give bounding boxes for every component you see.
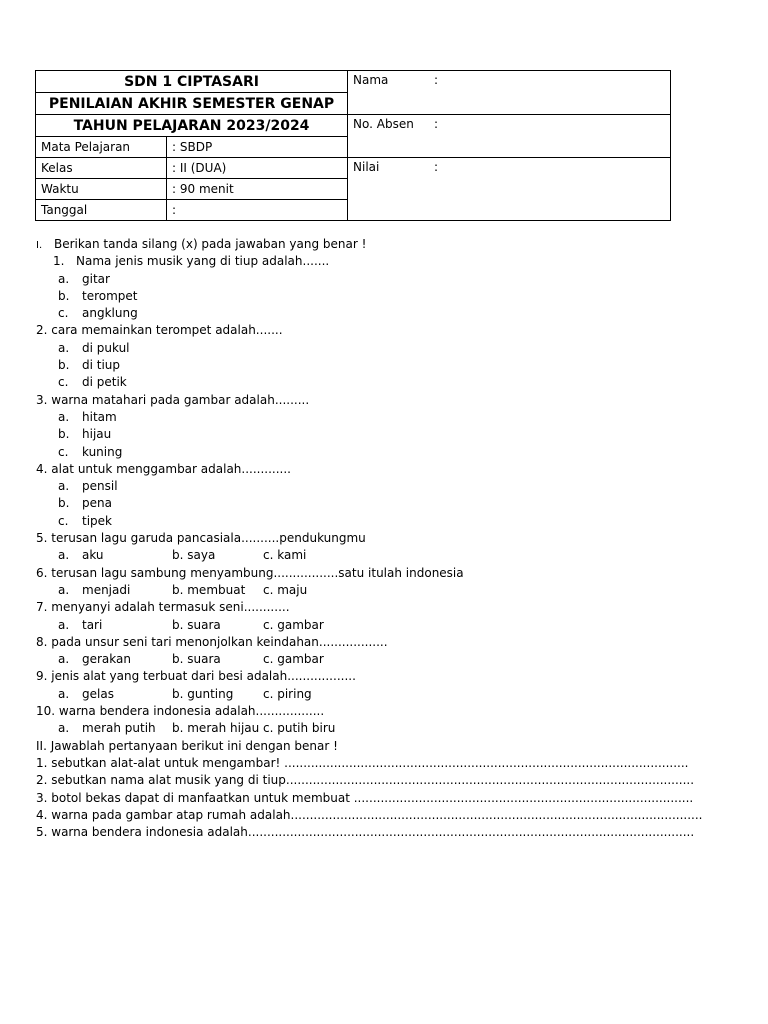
school-year: TAHUN PELAJARAN 2023/2024 <box>36 115 348 137</box>
question-4: 4. alat untuk menggambar adalah............. <box>36 461 291 476</box>
option-letter: b. <box>58 427 70 442</box>
section2-title: II. Jawablah pertanyaan berikut ini dengan benar ! <box>36 738 338 753</box>
option-letter: c. <box>58 444 69 459</box>
time-value: : 90 menit <box>167 179 348 200</box>
name-value: : <box>434 73 439 87</box>
option-letter: a. <box>58 548 70 563</box>
option-text: kuning <box>82 444 123 459</box>
name-field[interactable] <box>348 71 671 115</box>
option-4c[interactable] <box>36 513 736 530</box>
option-letter: b. <box>58 288 70 303</box>
essay-question-4[interactable]: 4. warna pada gambar atap rumah adalah............................................................................................................ <box>36 807 703 822</box>
class-label: Kelas <box>36 158 167 179</box>
questions-content <box>36 236 736 841</box>
option-letter: a. <box>58 686 70 701</box>
absen-value: : <box>434 117 439 131</box>
option-8c[interactable]: c. gambar <box>263 652 324 667</box>
name-label: Nama <box>353 73 389 87</box>
absen-label: No. Absen <box>353 117 414 131</box>
option-2c[interactable] <box>36 374 736 391</box>
option-6c[interactable]: c. maju <box>263 582 308 597</box>
essay-question-5[interactable]: 5. warna bendera indonesia adalah..................................................................................................................... <box>36 825 695 840</box>
option-text: terompet <box>82 288 138 303</box>
question-8: 8. pada unsur seni tari menonjolkan keindahan.................. <box>36 634 388 649</box>
option-letter: c. <box>58 513 69 528</box>
absen-field[interactable] <box>348 115 671 158</box>
question-10: 10. warna bendera indonesia adalah.................. <box>36 704 325 719</box>
options-9 <box>36 686 736 703</box>
option-letter: a. <box>58 582 70 597</box>
subject-label: Mata Pelajaran <box>36 137 167 158</box>
option-2a[interactable] <box>36 340 736 357</box>
time-label: Waktu <box>36 179 167 200</box>
option-1c[interactable] <box>36 305 736 322</box>
question-6: 6. terusan lagu sambung menyambung.................satu itulah indonesia <box>36 565 464 580</box>
option-9b[interactable]: b. gunting <box>172 686 234 701</box>
question-text: Nama jenis musik yang di tiup adalah....... <box>76 254 330 269</box>
options-5 <box>36 547 736 564</box>
question-1 <box>36 253 736 270</box>
option-6a[interactable]: menjadi <box>82 582 131 597</box>
date-label: Tanggal <box>36 200 167 221</box>
option-letter: c. <box>58 375 69 390</box>
option-text: hitam <box>82 409 117 424</box>
option-4b[interactable] <box>36 495 736 512</box>
options-6 <box>36 582 736 599</box>
score-value: : <box>434 160 439 174</box>
question-2: 2. cara memainkan terompet adalah....... <box>36 323 283 338</box>
section1-instruction: Berikan tanda silang (x) pada jawaban yang benar ! <box>54 237 367 251</box>
option-text: pena <box>82 496 112 511</box>
option-letter: a. <box>58 409 70 424</box>
option-10c[interactable]: c. putih biru <box>263 721 336 736</box>
exam-title: PENILAIAN AKHIR SEMESTER GENAP <box>36 93 348 115</box>
essay-question-3[interactable]: 3. botol bekas dapat di manfaatkan untuk membuat ......................................................................................... <box>36 790 694 805</box>
option-letter: b. <box>58 358 70 373</box>
option-5b[interactable]: b. saya <box>172 548 216 563</box>
class-value: : II (DUA) <box>167 158 348 179</box>
question-number: 1. <box>53 254 65 269</box>
option-7a[interactable]: tari <box>82 617 103 632</box>
option-letter: a. <box>58 721 70 736</box>
subject-value: : SBDP <box>167 137 348 158</box>
option-text: tipek <box>82 513 112 528</box>
option-1b[interactable] <box>36 288 736 305</box>
option-7b[interactable]: b. suara <box>172 617 221 632</box>
option-3a[interactable] <box>36 409 736 426</box>
option-letter: a. <box>58 652 70 667</box>
option-10a[interactable]: merah putih <box>82 721 156 736</box>
options-8 <box>36 651 736 668</box>
option-9c[interactable]: c. piring <box>263 686 312 701</box>
option-text: hijau <box>82 427 112 442</box>
option-3b[interactable] <box>36 426 736 443</box>
essay-question-1[interactable]: 1. sebutkan alat-alat untuk mengambar! .......................................................................................................... <box>36 755 689 770</box>
question-5: 5. terusan lagu garuda pancasiala..........pendukungmu <box>36 531 366 546</box>
option-1a[interactable] <box>36 271 736 288</box>
options-7 <box>36 617 736 634</box>
option-letter: c. <box>58 306 69 321</box>
options-10 <box>36 720 736 737</box>
section1-title <box>36 236 736 253</box>
score-field[interactable] <box>348 158 671 221</box>
option-3c[interactable] <box>36 444 736 461</box>
option-2b[interactable] <box>36 357 736 374</box>
option-6b[interactable]: b. membuat <box>172 582 246 597</box>
option-text: di tiup <box>82 358 121 373</box>
question-3: 3. warna matahari pada gambar adalah......... <box>36 392 310 407</box>
option-text: pensil <box>82 479 118 494</box>
option-letter: b. <box>58 496 70 511</box>
score-label: Nilai <box>353 160 380 174</box>
option-text: di pukul <box>82 340 130 355</box>
option-5a[interactable]: aku <box>82 548 104 563</box>
option-letter: a. <box>58 617 70 632</box>
option-10b[interactable]: b. merah hijau <box>172 721 260 736</box>
option-8b[interactable]: b. suara <box>172 652 221 667</box>
option-8a[interactable]: gerakan <box>82 652 131 667</box>
header-table <box>35 70 671 221</box>
date-value: : <box>167 200 348 221</box>
option-text: di petik <box>82 375 127 390</box>
question-9: 9. jenis alat yang terbuat dari besi adalah.................. <box>36 669 356 684</box>
essay-question-2[interactable]: 2. sebutkan nama alat musik yang di tiup........................................................................................................... <box>36 773 695 788</box>
option-7c[interactable]: c. gambar <box>263 617 324 632</box>
option-text: angklung <box>82 306 138 321</box>
section1-numeral: I. <box>36 240 43 251</box>
school-name: SDN 1 CIPTASARI <box>36 71 348 93</box>
option-letter: a. <box>58 479 70 494</box>
option-9a[interactable]: gelas <box>82 686 114 701</box>
option-4a[interactable] <box>36 478 736 495</box>
question-7: 7. menyanyi adalah termasuk seni............ <box>36 600 290 615</box>
option-letter: a. <box>58 271 70 286</box>
option-text: gitar <box>82 271 110 286</box>
option-letter: a. <box>58 340 70 355</box>
option-5c[interactable]: c. kami <box>263 548 307 563</box>
